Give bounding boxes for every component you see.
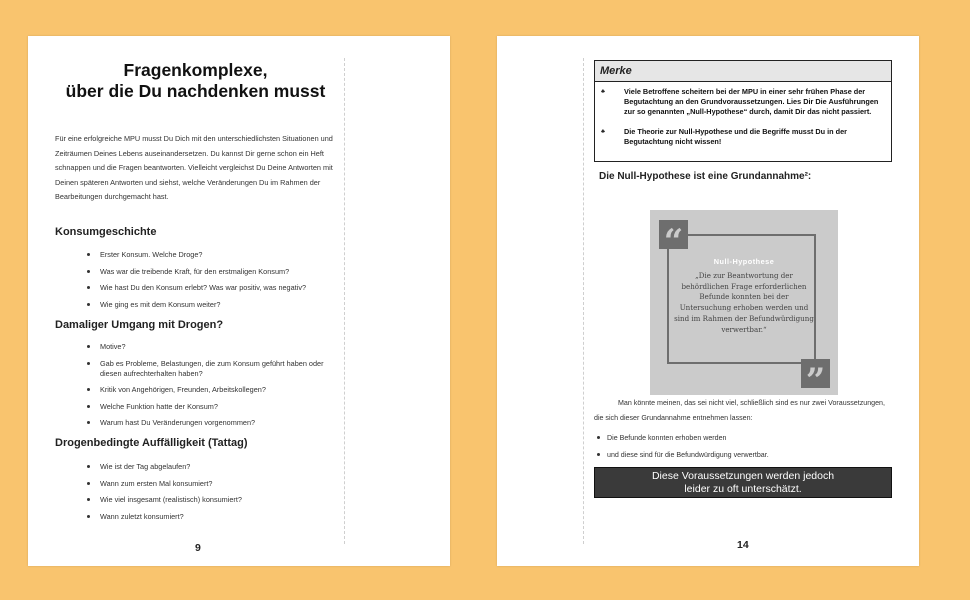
- callout-line-1: Diese Voraussetzungen werden jedoch: [651, 470, 835, 482]
- club-bullet-icon: ♣: [601, 129, 605, 135]
- body-paragraph: [594, 396, 894, 426]
- list-item: Welche Funktion hatte der Konsum?: [84, 402, 344, 412]
- close-quote-icon: ”: [801, 359, 830, 388]
- list-item: Motive?: [84, 342, 344, 352]
- left-page: [28, 36, 450, 566]
- page-number: 9: [195, 542, 201, 554]
- list-item: Wie ging es mit dem Konsum weiter?: [84, 300, 344, 310]
- quote-text: „Die zur Beantwortung der behördlichen Frage erforderlichen Befunde konnten bei der Untersuchung erhoben werden und sind im Rahmen der Befundwürdigung verwertbar.“: [674, 271, 814, 334]
- list-item: Wie hast Du den Konsum erlebt? Was war positiv, was negativ?: [84, 283, 344, 293]
- question-list-2: [84, 342, 344, 435]
- list-item: Wie ist der Tag abgelaufen?: [84, 462, 344, 472]
- callout-box: [594, 467, 892, 498]
- margin-guide-line: [344, 58, 345, 544]
- list-item: Die Befunde konnten erhoben werden: [594, 433, 894, 443]
- list-item: Wie viel insgesamt (realistisch) konsumiert?: [84, 495, 344, 505]
- title-line-1: Fragenkomplexe,: [123, 60, 268, 80]
- list-item: Wann zuletzt konsumiert?: [84, 512, 344, 522]
- section-heading-tattag: Drogenbedingte Auffälligkeit (Tattag): [55, 437, 248, 449]
- merke-heading: Merke: [595, 61, 891, 82]
- page-number: 14: [737, 539, 749, 551]
- merke-item: [595, 127, 891, 147]
- section-heading-konsumgeschichte: Konsumgeschichte: [55, 226, 157, 238]
- question-list-1: [84, 250, 344, 316]
- question-list-3: [84, 462, 344, 528]
- list-item: Warum hast Du Veränderungen vorgenommen?: [84, 418, 344, 428]
- section-heading-null-hypothese: Die Null-Hypothese ist eine Grundannahme²:: [599, 171, 812, 182]
- margin-guide-line: [583, 58, 584, 544]
- list-item: Kritik von Angehörigen, Freunden, Arbeitskollegen?: [84, 385, 344, 395]
- title-line-2: über die Du nachdenken musst: [65, 81, 326, 101]
- section-heading-umgang: Damaliger Umgang mit Drogen?: [55, 319, 224, 331]
- intro-paragraph: Für eine erfolgreiche MPU musst Du Dich mit den unterschiedlichsten Situationen und Zeiträumen Deines Lebens auseinandersetzen. Du kannst Dir gerne schon ein Heft schnappen und die Fragen beantworten. Vielleicht vergleichst Du Deine Antworten mit Deinen späteren Antworten und siehst, welche Veränderungen Du im Rahmen der Bearbeitungen durchgemacht hast.: [55, 134, 333, 201]
- page-title: [48, 60, 343, 102]
- merke-item: [595, 87, 891, 117]
- callout-line-2: leider zu oft unterschätzt.: [684, 483, 802, 495]
- list-item: Gab es Probleme, Belastungen, die zum Konsum geführt haben oder diesen aufrechterhalten haben?: [84, 359, 344, 379]
- body-paragraph-text: Man könnte meinen, das sei nicht viel, schließlich sind es nur zwei Voraussetzungen, die sich dieser Grundannahme entnehmen lassen:: [594, 399, 885, 422]
- open-quote-icon: “: [659, 220, 688, 249]
- right-page: [497, 36, 919, 566]
- merke-box: [594, 60, 892, 162]
- quote-label: Null-Hypothese: [713, 257, 775, 266]
- requirements-list: [594, 433, 894, 466]
- list-item: und diese sind für die Befundwürdigung verwertbar.: [594, 450, 894, 460]
- merke-item-text: Die Theorie zur Null-Hypothese und die Begriffe musst Du in der Begutachtung nicht wissen!: [624, 127, 847, 146]
- list-item: Wann zum ersten Mal konsumiert?: [84, 479, 344, 489]
- merke-item-text: Viele Betroffene scheitern bei der MPU in einer sehr frühen Phase der Begutachtung an den Grundvoraussetzungen. Lies Dir Die Ausführungen zur so genannten „Null-Hypothese“ durch, damit Dir das nicht passiert.: [624, 87, 879, 116]
- club-bullet-icon: ♣: [601, 89, 605, 95]
- quote-graphic: [650, 210, 838, 401]
- list-item: Erster Konsum. Welche Droge?: [84, 250, 344, 260]
- list-item: Was war die treibende Kraft, für den erstmaligen Konsum?: [84, 267, 344, 277]
